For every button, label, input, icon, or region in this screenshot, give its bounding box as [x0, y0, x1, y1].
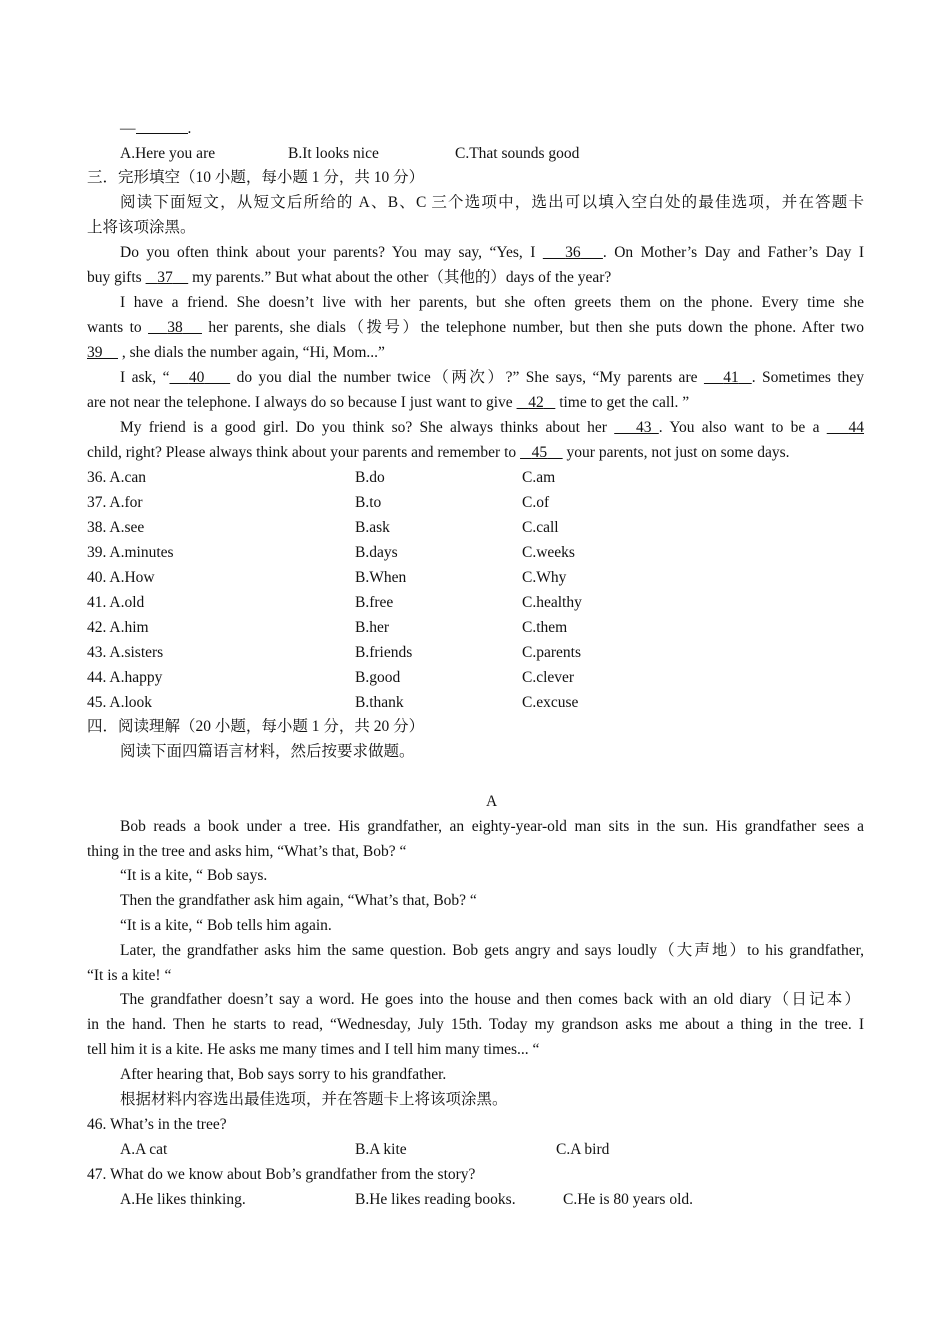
q37-option-a: 37. A.for	[87, 494, 143, 511]
blank-39	[87, 344, 118, 361]
section4-instruction: 阅读下面四篇语言材料，然后按要求做题。	[120, 743, 415, 760]
cloze-text: my parents.” But what about the other（其他的）days of the year?	[188, 269, 612, 286]
q47-option-a: A.He likes thinking.	[120, 1191, 246, 1208]
section3-title: 三．完形填空（10 小题，每小题 1 分，共 10 分）	[87, 169, 425, 186]
cloze-p2-line3	[87, 343, 385, 363]
blank-42	[517, 394, 556, 411]
cloze-p2-line1: I have a friend. She doesn’t live with her parents, but she often greets them on the phone. Every time she	[120, 294, 864, 311]
blank-44	[827, 419, 864, 436]
cloze-text: . You also want to be a	[658, 419, 827, 436]
blank-number: 41	[723, 369, 739, 386]
q37-option-b: B.to	[355, 494, 382, 511]
cloze-text: your parents, not just on some days.	[562, 444, 790, 461]
blank-number: 45	[531, 444, 548, 461]
cloze-text: . Sometimes they	[751, 369, 865, 386]
blank-number: 42	[528, 394, 544, 411]
cloze-p2-line2	[87, 318, 864, 338]
q47-option-c: C.He is 80 years old.	[563, 1191, 694, 1208]
cloze-text: buy gifts	[87, 269, 146, 286]
q42-option-c: C.them	[522, 619, 568, 636]
passage-line-5: “It is a kite, “ Bob tells him again.	[120, 917, 332, 934]
q44-option-b: B.good	[355, 669, 401, 686]
blank-36	[543, 244, 603, 261]
section3-instruction-1: 阅读下面短文，从短文后所给的 A、B、C 三个选项中，选出可以填入空白处的最佳选项，并在答题卡	[120, 194, 864, 211]
q38-option-c: C.call	[522, 519, 559, 536]
cloze-text: do you dial the number twice（两次）?” She says, “My parents are	[230, 369, 704, 386]
cloze-text: I ask, “	[120, 369, 170, 386]
blank-37	[146, 269, 189, 286]
cloze-text: , she dials the number again, “Hi, Mom...”	[118, 344, 385, 361]
q40-option-a: 40. A.How	[87, 569, 155, 586]
passage-line-4: Then the grandfather ask him again, “What’s that, Bob? “	[120, 892, 477, 909]
passage-line-2: thing in the tree and asks him, “What’s that, Bob? “	[87, 843, 407, 860]
q45-option-a: 45. A.look	[87, 694, 153, 711]
passage-line-11: After hearing that, Bob says sorry to his grandfather.	[120, 1066, 447, 1083]
q42-option-a: 42. A.him	[87, 619, 149, 636]
q39-option-b: B.days	[355, 544, 398, 561]
section4-title: 四．阅读理解（20 小题，每小题 1 分，共 20 分）	[87, 718, 425, 735]
q42-option-b: B.her	[355, 619, 390, 636]
q38-option-b: B.ask	[355, 519, 390, 536]
passage-line-3: “It is a kite, “ Bob says.	[120, 867, 268, 884]
passage-label: A	[486, 793, 498, 810]
q44-option-a: 44. A.happy	[87, 669, 163, 686]
passage-instruction: 根据材料内容选出最佳选项，并在答题卡上将该项涂黑。	[120, 1091, 508, 1108]
q43-option-a: 43. A.sisters	[87, 644, 164, 661]
q47-option-b: B.He likes reading books.	[355, 1191, 516, 1208]
q46-option-b: B.A kite	[355, 1141, 407, 1158]
prev-answer-blank	[136, 118, 188, 134]
passage-line-9: in the hand. Then he starts to read, “Wednesday, July 15th. Today my grandson asks me about a thing in the tree. I	[87, 1016, 864, 1033]
cloze-p3-line2	[87, 393, 689, 413]
q40-option-c: C.Why	[522, 569, 567, 586]
cloze-text: her parents, she dials（拨号）the telephone number, but then she puts down the phone. After two	[201, 319, 865, 336]
passage-line-1: Bob reads a book under a tree. His grandfather, an eighty-year-old man sits in the sun. His grandfather sees a	[120, 818, 864, 835]
cloze-p3-line1	[120, 368, 864, 388]
blank-number: 36	[565, 244, 581, 261]
passage-line-6: Later, the grandfather asks him the same question. Bob gets angry and says loudly（大声地）to his grandfather,	[120, 942, 864, 959]
q45-option-c: C.excuse	[522, 694, 579, 711]
q43-option-b: B.friends	[355, 644, 413, 661]
prev-option-c: C.That sounds good	[455, 145, 580, 162]
cloze-text: My friend is a good girl. Do you think so? She always thinks about her	[120, 419, 615, 436]
q36-option-c: C.am	[522, 469, 556, 486]
blank-number: 37	[157, 269, 173, 286]
passage-line-7: “It is a kite! “	[87, 967, 172, 984]
blank-number: 43	[636, 419, 652, 436]
blank-number: 39	[87, 344, 103, 361]
prev-period: .	[187, 120, 192, 137]
passage-line-8: The grandfather doesn’t say a word. He goes into the house and then comes back with an old diary（日记本）	[120, 991, 860, 1008]
q37-option-c: C.of	[522, 494, 550, 511]
q44-option-c: C.clever	[522, 669, 575, 686]
q46-option-c: C.A bird	[556, 1141, 610, 1158]
cloze-text: child, right? Please always think about your parents and remember to	[87, 444, 521, 461]
cloze-p1-line1	[120, 243, 864, 263]
blank-38	[148, 319, 202, 336]
cloze-text: wants to	[87, 319, 149, 336]
cloze-text: . On Mother’s Day and Father’s Day I	[602, 244, 865, 261]
q41-option-a: 41. A.old	[87, 594, 145, 611]
blank-number: 44	[848, 419, 865, 436]
cloze-p4-line1	[120, 418, 864, 438]
prev-dash: —	[120, 120, 136, 137]
cloze-p1-line2	[87, 268, 611, 288]
q41-option-c: C.healthy	[522, 594, 582, 611]
blank-43	[614, 419, 659, 436]
q47-question: 47. What do we know about Bob’s grandfather from the story?	[87, 1166, 476, 1183]
q39-option-c: C.weeks	[522, 544, 575, 561]
cloze-p4-line2	[87, 443, 790, 463]
passage-line-10: tell him it is a kite. He asks me many times and I tell him many times... “	[87, 1041, 540, 1058]
blank-41	[704, 369, 752, 386]
q39-option-a: 39. A.minutes	[87, 544, 174, 561]
cloze-text: are not near the telephone. I always do so because I just want to give	[87, 394, 517, 411]
q43-option-c: C.parents	[522, 644, 581, 661]
blank-40	[169, 369, 230, 386]
cloze-text: time to get the call. ”	[555, 394, 690, 411]
q36-option-b: B.do	[355, 469, 385, 486]
q46-question: 46. What’s in the tree?	[87, 1116, 227, 1133]
q41-option-b: B.free	[355, 594, 394, 611]
prev-option-b: B.It looks nice	[288, 145, 379, 162]
blank-number: 38	[167, 319, 183, 336]
q40-option-b: B.When	[355, 569, 407, 586]
blank-number: 40	[188, 369, 205, 386]
blank-45	[520, 444, 563, 461]
q36-option-a: 36. A.can	[87, 469, 146, 486]
q45-option-b: B.thank	[355, 694, 404, 711]
q46-option-a: A.A cat	[120, 1141, 168, 1158]
prev-answer-line	[120, 118, 191, 139]
prev-option-a: A.Here you are	[120, 145, 216, 162]
section3-instruction-2: 上将该项涂黑。	[87, 219, 196, 236]
cloze-text: Do you often think about your parents? You may say, “Yes, I	[120, 244, 543, 261]
q38-option-a: 38. A.see	[87, 519, 145, 536]
